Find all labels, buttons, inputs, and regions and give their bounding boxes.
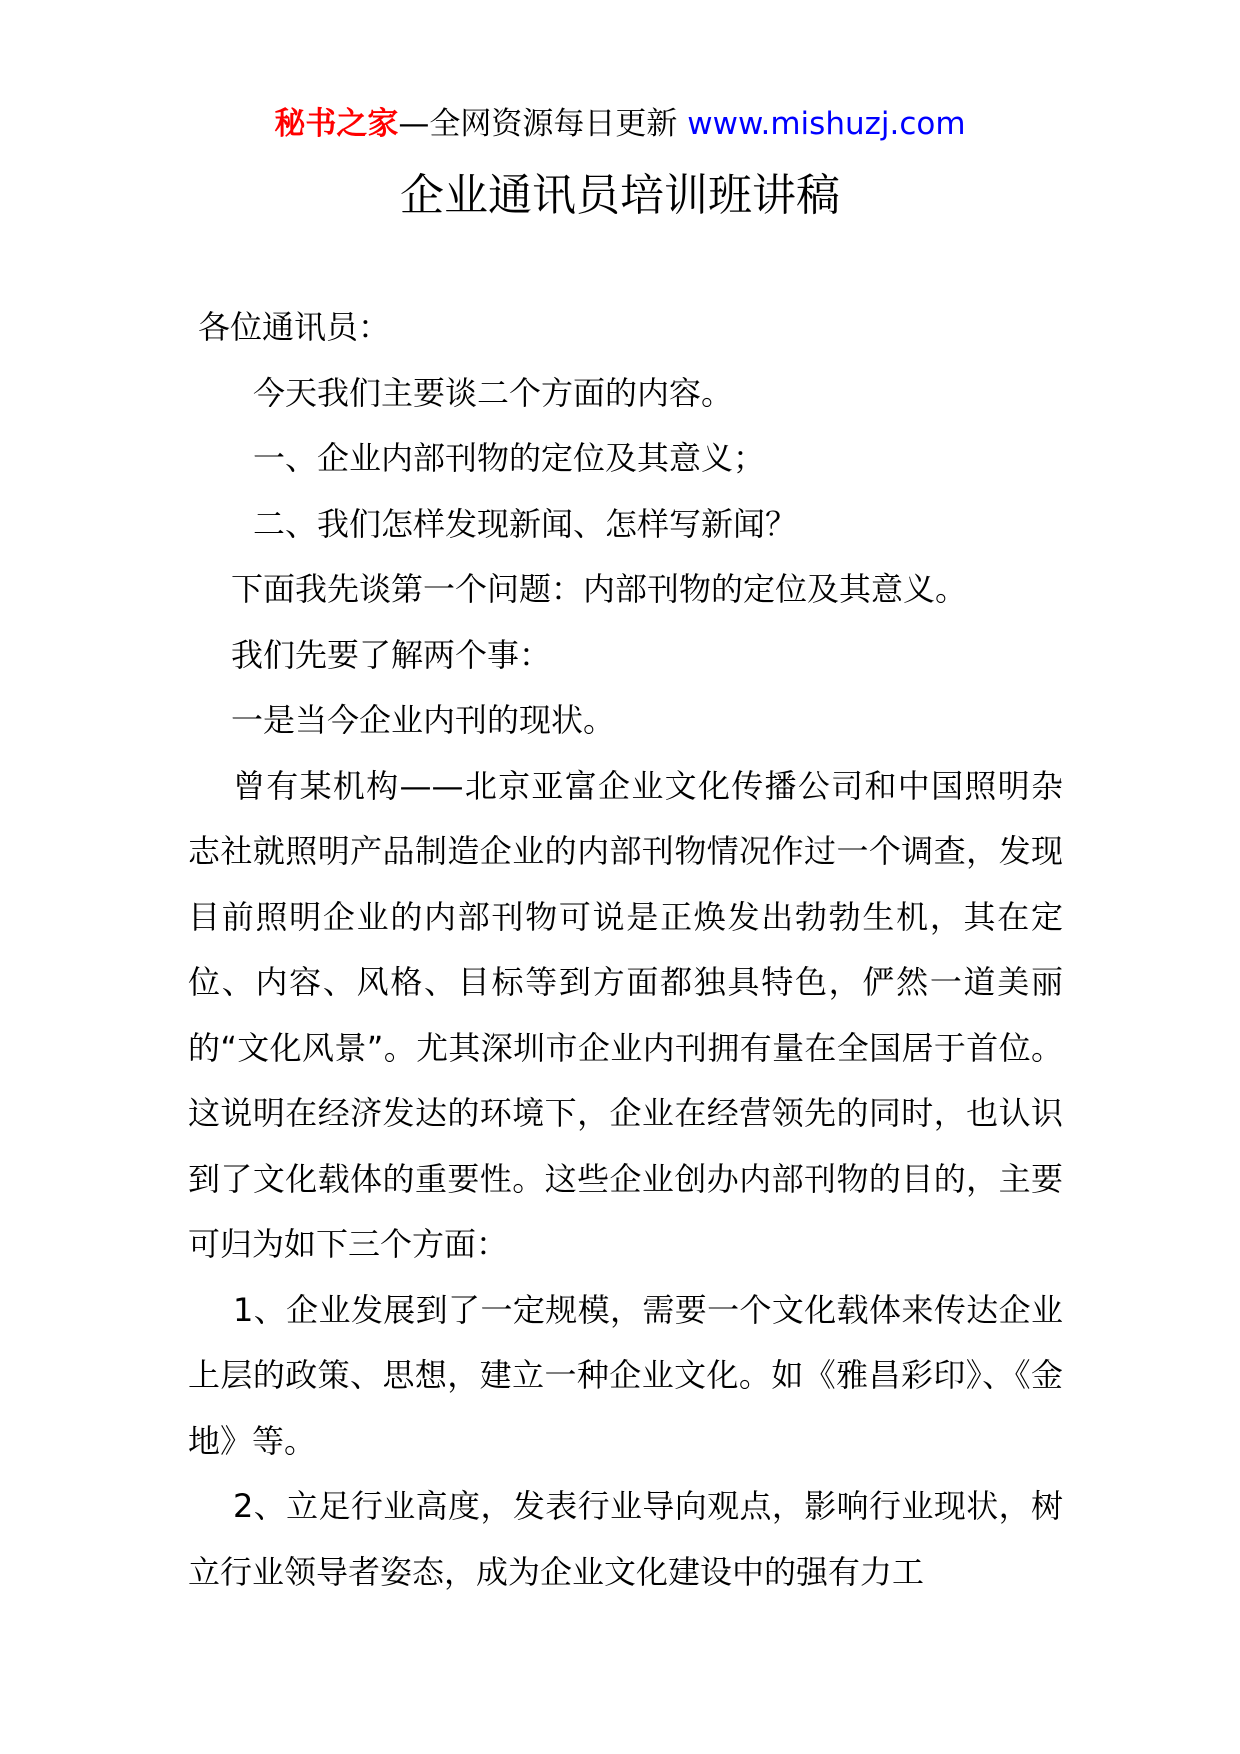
paragraph: 曾有某机构——北京亚富企业文化传播公司和中国照明杂志社就照明产品制造企业的内部刊物情况作过一个调查，发现目前照明企业的内部刊物可说是正焕发出勃勃生机，其在定位、内容、风格、目标等到方面都独具特色，俨然一道美丽的“文化风景”。尤其深圳市企业内刊拥有量在全国居于首位。这说明在经济发达的环境下，企业在经营领先的同时，也认识到了文化载体的重要性。这些企业创办内部刊物的目的，主要可归为如下三个方面：: [188, 766, 1063, 1263]
site-header: [0, 104, 1240, 144]
topic-two: 二、我们怎样发现新闻、怎样写新闻？: [253, 504, 798, 543]
topic-one: 一、企业内部刊物的定位及其意义；: [253, 439, 766, 477]
paragraph: 下面我先谈第一个问题：内部刊物的定位及其意义。: [231, 570, 968, 608]
paragraph: 一是当今企业内刊的现状。: [231, 701, 616, 739]
brand-name: 秘书之家: [274, 106, 399, 142]
list-item: 1、企业发展到了一定规模，需要一个文化载体来传达企业上层的政策、思想，建立一种企业文化。如《雅昌彩印》、《金地》等。: [188, 1290, 1063, 1460]
intro-paragraph: 今天我们主要谈二个方面的内容。: [253, 373, 734, 412]
salutation: 各位通讯员：: [198, 308, 391, 346]
site-url-link[interactable]: www.mishuzj.com: [687, 106, 966, 142]
header-tagline: —全网资源每日更新: [398, 106, 678, 142]
list-item: 2、立足行业高度，发表行业导向观点，影响行业现状，树立行业领导者姿态，成为企业文化建设中的强有力工: [188, 1487, 1063, 1591]
document-body: [188, 295, 1063, 1605]
paragraph: 我们先要了解两个事：: [231, 635, 552, 674]
document-title: 企业通讯员培训班讲稿: [400, 170, 840, 221]
